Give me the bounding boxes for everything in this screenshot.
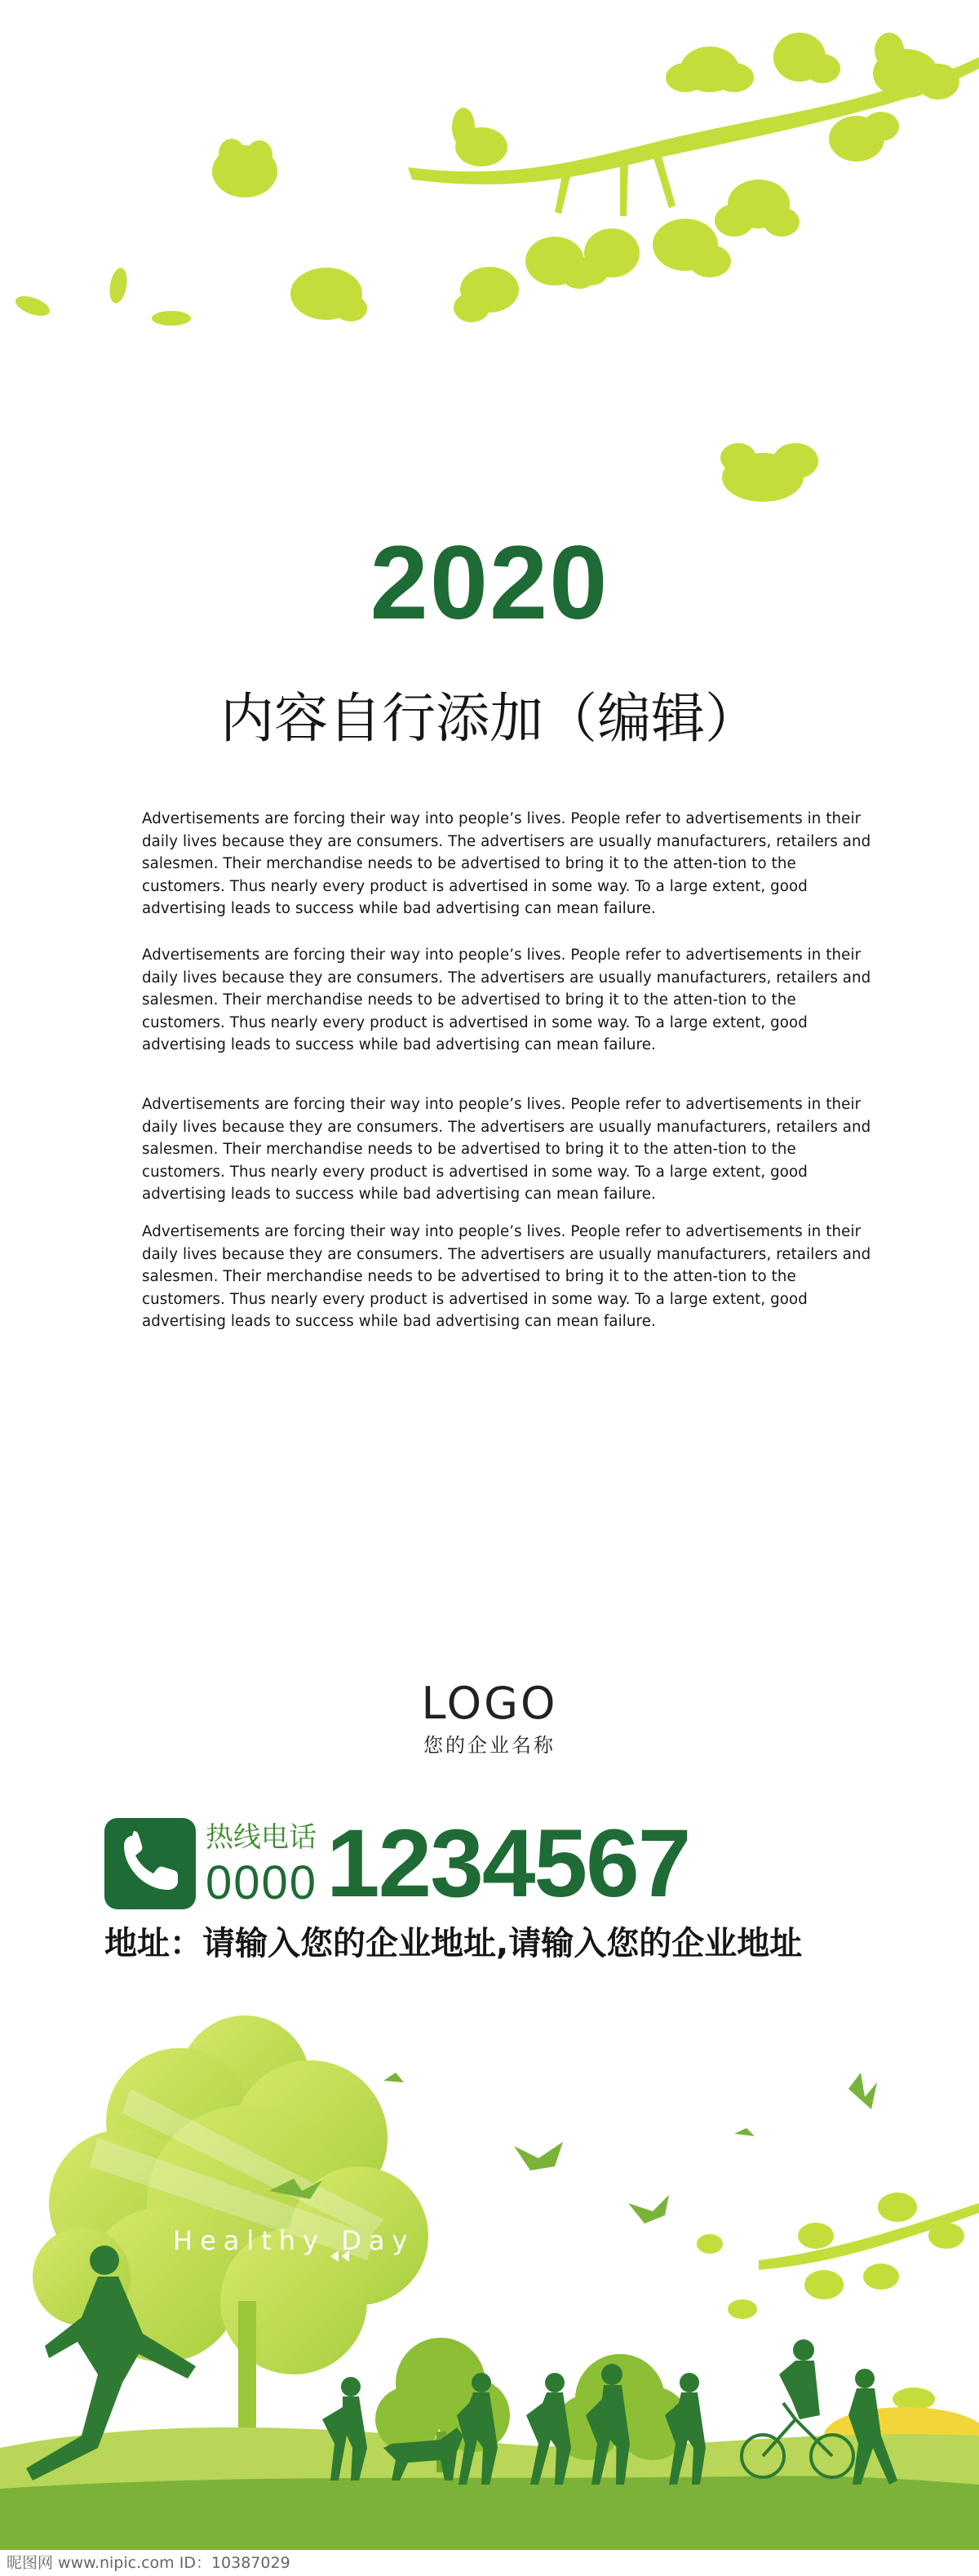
branch-decoration (0, 0, 979, 555)
body-paragraph: Advertisements are forcing their way into people’s lives. People refer to advertisements in their daily lives because they are consumers. The advertisers are usually manufacturers, retailers and salesmen. Their merchandise needs to be advertised to bring it to the atten-tion to the customers. Thus nearly every product is advertised in some way. To a large extent, good advertising leads to success while bad advertising can mean failure. (142, 947, 871, 1053)
healthy-day-scene (0, 1991, 979, 2550)
company-name: 您的企业名称 (423, 1734, 556, 1757)
subtitle: 内容自行添加（编辑） (220, 687, 759, 750)
watermark-text: 昵图网 www.nipic.com ID：10387029 (7, 2554, 290, 2572)
hotline-label: 热线电话 (206, 1821, 317, 1854)
body-paragraph: Advertisements are forcing their way into people’s lives. People refer to advertisements in their daily lives because they are consumers. The advertisers are usually manufacturers, retailers and salesmen. Their merchandise needs to be advertised to bring it to the atten-tion to the customers. Thus nearly every product is advertised in some way. To a large extent, good advertising leads to success while bad advertising can mean failure. (142, 810, 871, 917)
body-paragraph: Advertisements are forcing their way into people’s lives. People refer to advertisements in their daily lives because they are consumers. The advertisers are usually manufacturers, retailers and salesmen. Their merchandise needs to be advertised to bring it to the atten-tion to the customers. Thus nearly every product is advertised in some way. To a large extent, good advertising leads to success while bad advertising can mean failure. (142, 1223, 871, 1330)
phone-number: 1234567 (326, 1810, 690, 1918)
area-code: 0000 (206, 1856, 318, 1909)
phone-icon-box (104, 1818, 196, 1909)
year-heading: 2020 (370, 525, 609, 641)
phone-icon (104, 1818, 196, 1909)
address: 地址：请输入您的企业地址,请输入您的企业地址 (104, 1925, 803, 1962)
logo-text: LOGO (421, 1678, 558, 1729)
body-paragraph: Advertisements are forcing their way into people’s lives. People refer to advertisements in their daily lives because they are consumers. The advertisers are usually manufacturers, retailers and salesmen. Their merchandise needs to be advertised to bring it to the atten-tion to the customers. Thus nearly every product is advertised in some way. To a large extent, good advertising leads to success while bad advertising can mean failure. (142, 1096, 871, 1203)
healthy-day-text: Healthy Day (173, 2225, 415, 2256)
